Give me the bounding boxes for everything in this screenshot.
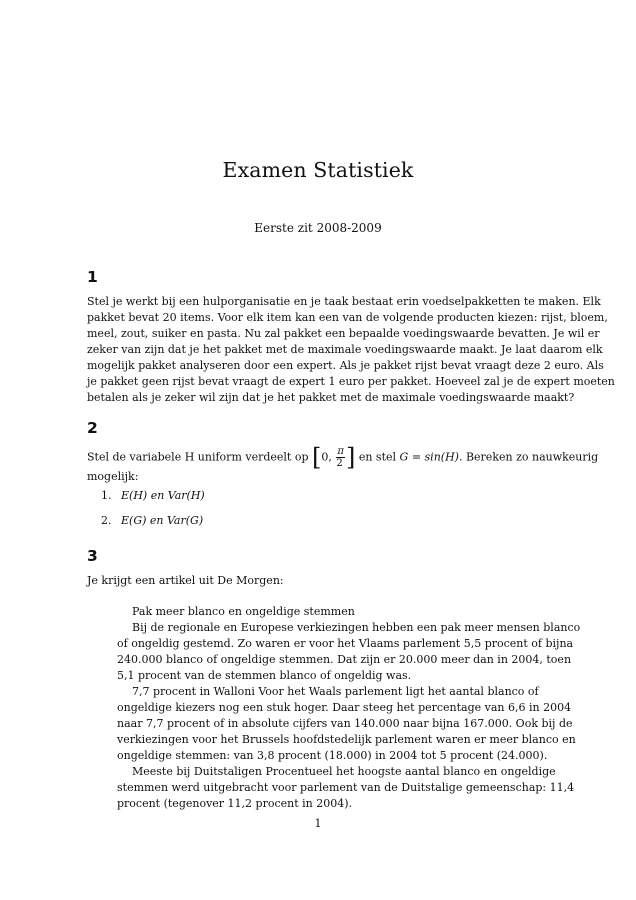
list-item [101,514,203,527]
quote-line: stemmen werd uitgebracht voor parlement van de Duitstalige gemeenschap: 11,4 [117,781,575,794]
interval-open: [ [312,443,322,472]
quote-line: verkiezingen voor het Brussels hoofdstedelijk parlement waren er meer blanco en [117,733,576,746]
list-marker: 2. [101,514,112,527]
text-line: Je krijgt een artikel uit De Morgen: [87,574,284,587]
text-line: pakket bevat 20 items. Voor elk item kan een van de volgende producten kiezen: rijst, bloem, [87,311,608,324]
pi-over-two-fraction [336,446,345,469]
formula: G = sin(H). [399,450,463,464]
quote-line: 5,1 procent van de stemmen blanco of ongeldig was. [117,669,412,682]
quote-line: ongeldige kiezers nog een stuk hoger. Daar steeg het percentage van 6,6 in 2004 [117,701,572,714]
intro-mid: en stel [358,450,397,464]
text-line: meel, zout, suiker en pasta. Nu zal pakket een bepaalde voedingswaarde bevatten. Je wil er [87,327,600,340]
text-line: betalen als je zeker wil zijn dat je het pakket met de maximale voedingswaarde maakt? [87,391,575,404]
section-2-number: 2 [87,419,98,437]
text-line: Stel je werkt bij een hulporganisatie en je taak bestaat erin voedselpakketten te maken. Elk [87,295,601,308]
section-2-text [87,443,599,485]
fraction-denominator: 2 [336,458,343,469]
quote-line: Meeste bij Duitstaligen Procentueel het hoogste aantal blanco en ongeldige [132,765,556,778]
intro-after: Bereken zo nauwkeurig [465,450,599,464]
text-line: zeker van zijn dat je het pakket met de maximale voedingswaarde maakt. Je laat daarom elk [87,343,603,356]
section-1-text [87,294,615,406]
quote-line: 7,7 procent in Walloni Voor het Waals parlement ligt het aantal blanco of [132,685,539,698]
page-title: Examen Statistiek [222,158,414,182]
interval-zero: 0, [321,450,332,464]
interval-close: ] [345,443,356,472]
page-number: 1 [314,817,322,830]
text-line [87,443,599,472]
quote-line: 240.000 blanco of ongeldige stemmen. Dat zijn er 20.000 meer dan in 2004, toen [117,653,572,666]
list-item-text: E(H) en Var(H) [121,489,205,502]
text-line: mogelijk: [87,470,139,483]
fraction-numerator: π [337,446,344,457]
quote-line: Bij de regionale en Europese verkiezingen hebben een pak meer mensen blanco [132,621,581,634]
text-line: mogelijk pakket analyseren door een expert. Als je pakket rijst bevat vraagt deze 2 euro. Als [87,359,604,372]
page-subtitle: Eerste zit 2008-2009 [254,221,382,235]
intro-before: Stel de variabele H uniform verdeelt op [87,450,309,464]
list-item [101,489,205,502]
quote-line: ongeldige stemmen: van 3,8 procent (18.000) in 2004 tot 5 procent (24.000). [117,749,548,762]
section-1-number: 1 [87,268,98,286]
list-item-text: E(G) en Var(G) [121,514,204,527]
text-line: je pakket geen rijst bevat vraagt de expert 1 euro per pakket. Hoeveel zal je de expert moeten [87,375,615,388]
quote-line: procent (tegenover 11,2 procent in 2004). [117,797,353,810]
quote-line: of ongeldig gestemd. Zo waren er voor het Vlaams parlement 5,5 procent of bijna [117,637,574,650]
list-marker: 1. [101,489,112,502]
article-quote [117,604,581,812]
section-3-intro [87,573,549,589]
quote-line: naar 7,7 procent of in absolute cijfers van 140.000 naar bijna 167.000. Ook bij de [117,717,573,730]
quote-title: Pak meer blanco en ongeldige stemmen [132,605,355,618]
section-3-number: 3 [87,547,98,565]
